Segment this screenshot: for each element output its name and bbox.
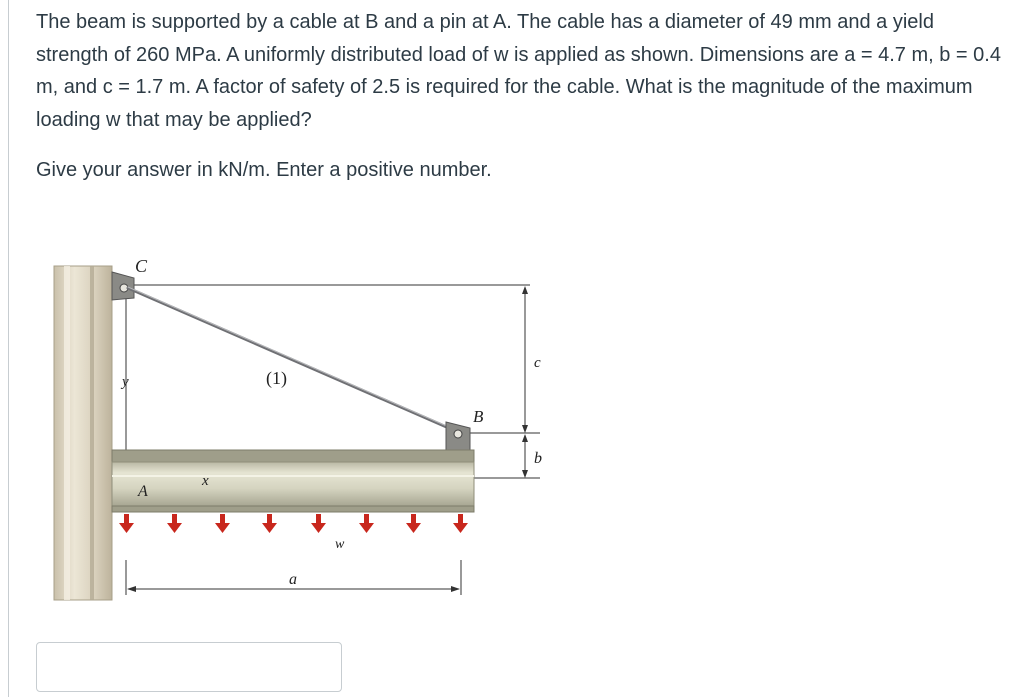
load-arrow — [406, 514, 421, 533]
bracket-b — [446, 422, 470, 450]
answer-input[interactable] — [36, 642, 342, 692]
label-c-dimension: c — [534, 355, 541, 371]
answer-instruction: Give your answer in kN/m. Enter a positive number. — [36, 159, 492, 181]
question-text — [36, 6, 1004, 136]
label-a-dimension: a — [289, 571, 297, 588]
distributed-load-arrows — [119, 514, 468, 533]
label-w-load: w — [335, 537, 345, 552]
load-arrow — [167, 514, 182, 533]
cable-member-1 — [128, 288, 458, 432]
beam-cable-figure — [50, 250, 570, 610]
load-arrow — [215, 514, 230, 533]
label-c-point: C — [135, 256, 148, 276]
load-arrow — [262, 514, 277, 533]
load-arrow — [311, 514, 326, 533]
label-b-dimension: b — [534, 450, 542, 467]
load-arrow — [119, 514, 134, 533]
beam — [112, 450, 474, 512]
load-arrow — [453, 514, 468, 533]
load-arrow — [359, 514, 374, 533]
label-member-1: (1) — [266, 368, 287, 388]
beam-diagram — [50, 250, 570, 610]
dimension-lines — [126, 285, 540, 595]
bracket-c — [112, 272, 134, 300]
label-x-axis: x — [202, 473, 209, 489]
page-left-border — [8, 0, 9, 697]
wall-column — [54, 266, 112, 600]
question-body: The beam is supported by a cable at B and a pin at A. The cable has a diameter of 49 mm and a yield strength of 260 MPa. A uniformly distributed load of w is applied as shown. Dimensions are a = 4.7 m, b = 0.4 m, and c = 1.7 m. A factor of safety of 2.5 is required for the cable. What is the magnitude of the maximum loading w that may be applied? — [36, 11, 1001, 131]
label-b-point: B — [473, 407, 484, 426]
label-a-point: A — [138, 483, 148, 500]
label-y-axis: y — [122, 374, 129, 390]
